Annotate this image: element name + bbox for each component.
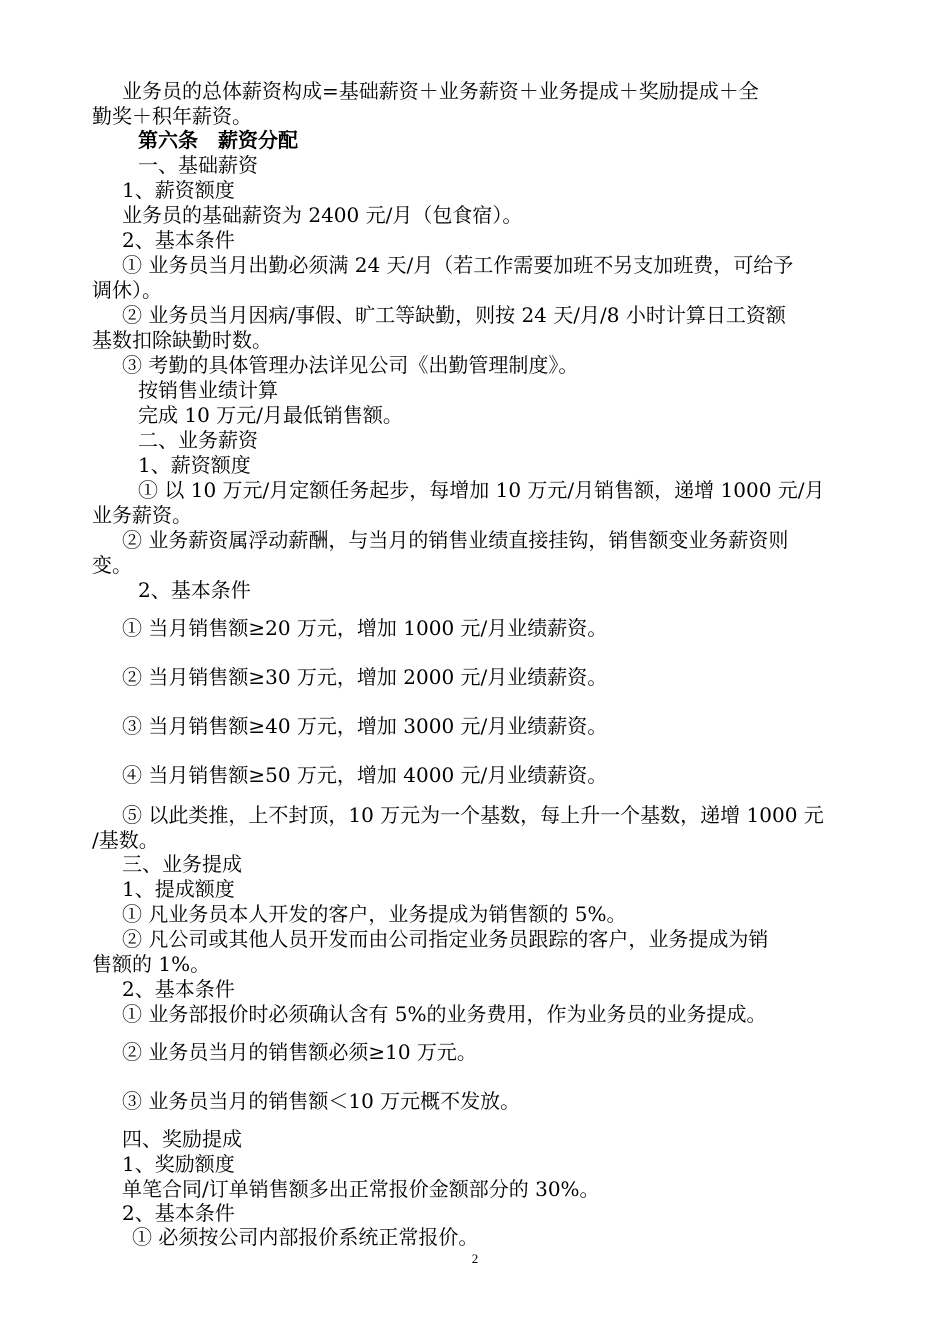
text-line: ④ 当月销售额≥50 万元，增加 4000 元/月业绩薪资。 (122, 763, 608, 787)
text-line: 单笔合同/订单销售额多出正常报价金额部分的 30%。 (122, 1177, 600, 1201)
text-line: 1、奖励额度 (122, 1152, 235, 1176)
text-line: ③ 考勤的具体管理办法详见公司《出勤管理制度》。 (122, 353, 579, 377)
subsection-heading: 三、业务提成 (122, 852, 242, 876)
subsection-heading: 二、业务薪资 (138, 428, 258, 452)
text-line: ① 以 10 万元/月定额任务起步，每增加 10 万元/月销售额，递增 1000 元/月 (138, 478, 825, 502)
text-line: ③ 业务员当月的销售额＜10 万元概不发放。 (122, 1089, 521, 1113)
text-line: 变。 (92, 553, 132, 577)
text-line: 2、基本条件 (122, 1201, 235, 1225)
text-line: ② 凡公司或其他人员开发而由公司指定业务员跟踪的客户，业务提成为销 (122, 927, 769, 951)
text-line: ⑤ 以此类推，上不封顶，10 万元为一个基数，每上升一个基数，递增 1000 元 (122, 803, 824, 827)
text-line: 基数扣除缺勤时数。 (92, 328, 272, 352)
text-line: 1、薪资额度 (138, 453, 251, 477)
text-line: ② 当月销售额≥30 万元，增加 2000 元/月业绩薪资。 (122, 665, 608, 689)
text-line: ① 业务员当月出勤必须满 24 天/月（若工作需要加班不另支加班费，可给予 (122, 253, 794, 277)
text-line: ① 凡业务员本人开发的客户，业务提成为销售额的 5%。 (122, 902, 627, 926)
text-line: 业务员的基础薪资为 2400 元/月（包食宿）。 (122, 203, 523, 227)
text-line: 2、基本条件 (122, 977, 235, 1001)
text-line: /基数。 (92, 828, 159, 852)
text-line: 调休）。 (92, 278, 162, 302)
text-line: 1、提成额度 (122, 877, 235, 901)
text-line: 售额的 1%。 (92, 952, 211, 976)
text-line: 勤奖＋积年薪资。 (92, 104, 252, 128)
text-line: ① 必须按公司内部报价系统正常报价。 (132, 1225, 479, 1249)
text-line: ② 业务薪资属浮动薪酬，与当月的销售业绩直接挂钩，销售额变业务薪资则 (122, 528, 789, 552)
text-line: 2、基本条件 (138, 578, 251, 602)
text-line: ① 当月销售额≥20 万元，增加 1000 元/月业绩薪资。 (122, 616, 608, 640)
text-line: 按销售业绩计算 (138, 378, 278, 402)
text-line: 2、基本条件 (122, 228, 235, 252)
text-line: 业务薪资。 (92, 503, 192, 527)
text-line: ① 业务部报价时必须确认含有 5%的业务费用，作为业务员的业务提成。 (122, 1002, 767, 1026)
subsection-heading: 四、奖励提成 (122, 1127, 242, 1151)
page-number: 2 (471, 1251, 479, 1266)
text-line: 完成 10 万元/月最低销售额。 (138, 403, 403, 427)
text-line: ③ 当月销售额≥40 万元，增加 3000 元/月业绩薪资。 (122, 714, 608, 738)
subsection-heading: 一、基础薪资 (138, 153, 258, 177)
section-heading: 第六条 薪资分配 (138, 128, 298, 152)
text-line: 1、薪资额度 (122, 178, 235, 202)
text-line: 业务员的总体薪资构成=基础薪资＋业务薪资＋业务提成＋奖励提成＋全 (122, 79, 759, 103)
text-line: ② 业务员当月因病/事假、旷工等缺勤，则按 24 天/月/8 小时计算日工资额 (122, 303, 786, 327)
text-line: ② 业务员当月的销售额必须≥10 万元。 (122, 1040, 477, 1064)
